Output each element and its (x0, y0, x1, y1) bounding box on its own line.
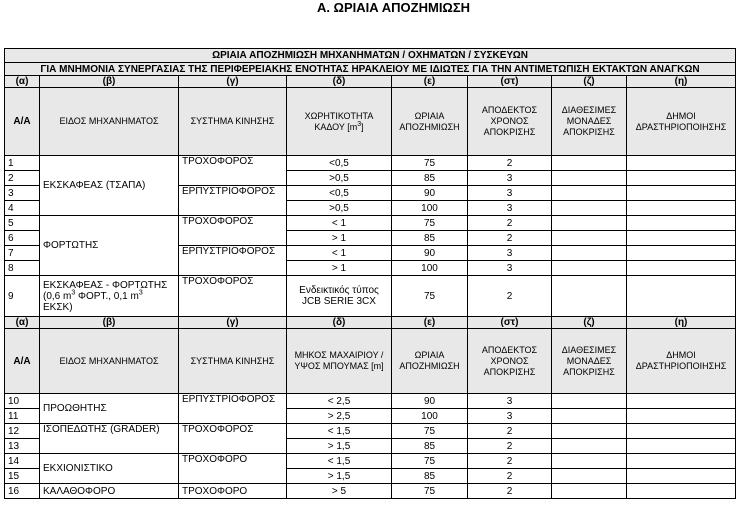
column-letters-row-2 (5, 317, 736, 329)
units-cell (552, 186, 627, 201)
backhoe-line-1: ΕΚΣΚΑΦΕΑΣ - ΦΟΡΤΩΤΗΣ (43, 279, 168, 291)
municipalities-cell (627, 276, 736, 317)
row-number: 11 (5, 409, 40, 424)
response-cell: 2 (468, 439, 552, 454)
units-cell (552, 469, 627, 484)
compensation-table (4, 48, 736, 499)
table-title-row-2 (5, 63, 736, 76)
length-cell: < 1,5 (287, 454, 392, 469)
header-aa: Α/Α (5, 88, 40, 156)
response-cell: 3 (468, 394, 552, 409)
capacity-cell: < 1 (287, 246, 392, 261)
rate-cell: 85 (392, 469, 468, 484)
row-number: 14 (5, 454, 40, 469)
machine-type-cell: ΚΑΛΑΘΟΦΟΡΟ (40, 484, 179, 499)
backhoe-sup-1: 3 (71, 289, 76, 297)
municipalities-cell (627, 231, 736, 246)
response-cell: 3 (468, 261, 552, 276)
municipalities-cell (627, 424, 736, 439)
units-cell (552, 454, 627, 469)
length-cell: < 1,5 (287, 424, 392, 439)
rate-cell: 90 (392, 394, 468, 409)
rate-cell: 100 (392, 261, 468, 276)
length-cell: < 2,5 (287, 394, 392, 409)
capacity-cell: <0,5 (287, 186, 392, 201)
column-letters-row (5, 76, 736, 88)
machine-type-cell: ΕΚΧΙΟΝΙΣΤΙΚΟ (40, 454, 179, 484)
header-hourly-compensation: ΩΡΙΑΙΑ ΑΠΟΖΗΜΙΩΣΗ (392, 88, 468, 156)
header-available-units: ΔΙΑΘΕΣΙΜΕΣ ΜΟΝΑΔΕΣ ΑΠΟΚΡΙΣΗΣ (552, 88, 627, 156)
table-title-row-1 (5, 49, 736, 63)
header-available-units: ΔΙΑΘΕΣΙΜΕΣ ΜΟΝΑΔΕΣ ΑΠΟΚΡΙΣΗΣ (552, 329, 627, 394)
table-row (5, 454, 736, 469)
header-bucket-capacity-text: ΧΩΡΗΤΙΚΟΤΗΤΑ ΚΑΔΟΥ [m (304, 110, 374, 132)
municipalities-cell (627, 261, 736, 276)
row-number: 2 (5, 171, 40, 186)
row-number: 6 (5, 231, 40, 246)
motion-system-cell: ΤΡΟΧΟΦΟΡΟΣ (179, 216, 287, 246)
response-cell: 2 (468, 276, 552, 317)
capacity-cell: >0,5 (287, 171, 392, 186)
municipalities-cell (627, 469, 736, 484)
header-motion-system: ΣΥΣΤΗΜΑ ΚΙΝΗΣΗΣ (179, 329, 287, 394)
rate-cell: 90 (392, 186, 468, 201)
col-letter-g: (ζ) (552, 317, 627, 329)
col-letter-g: (ζ) (552, 76, 627, 88)
header-machine-type: ΕΙΔΟΣ ΜΗΧΑΝΗΜΑΤΟΣ (40, 329, 179, 394)
units-cell (552, 439, 627, 454)
header-response-time: ΑΠΟΔΕΚΤΟΣ ΧΡΟΝΟΣ ΑΠΟΚΡΙΣΗΣ (468, 329, 552, 394)
table-row (5, 216, 736, 231)
rate-cell: 75 (392, 276, 468, 317)
table-row (5, 394, 736, 409)
col-letter-f: (στ) (468, 317, 552, 329)
col-letter-c: (γ) (179, 76, 287, 88)
response-cell: 2 (468, 216, 552, 231)
rate-cell: 85 (392, 439, 468, 454)
col-letter-a: (α) (5, 76, 40, 88)
table-row (5, 424, 736, 439)
table-row (5, 156, 736, 171)
col-letter-c: (γ) (179, 317, 287, 329)
rate-cell: 85 (392, 171, 468, 186)
header-machine-type: ΕΙΔΟΣ ΜΗΧΑΝΗΜΑΤΟΣ (40, 88, 179, 156)
capacity-cell: >0,5 (287, 201, 392, 216)
response-cell: 3 (468, 171, 552, 186)
length-cell: > 1,5 (287, 439, 392, 454)
rate-cell: 75 (392, 484, 468, 499)
machine-type-cell: ΠΡΟΩΘΗΤΗΣ (40, 394, 179, 424)
response-cell: 2 (468, 469, 552, 484)
motion-system-cell: ΕΡΠΥΣΤΡΙΟΦΟΡΟΣ (179, 246, 287, 276)
capacity-cell: > 1 (287, 231, 392, 246)
units-cell (552, 231, 627, 246)
municipalities-cell (627, 171, 736, 186)
municipalities-cell (627, 186, 736, 201)
capacity-cell: < 1 (287, 216, 392, 231)
header-municipalities: ΔΗΜΟΙ ΔΡΑΣΤΗΡΙΟΠΟΙΗΣΗΣ (627, 329, 736, 394)
machine-type-cell: ΕΚΣΚΑΦΕΑΣ (ΤΣΑΠΑ) (40, 156, 179, 216)
capacity-cell: > 1 (287, 261, 392, 276)
municipalities-cell (627, 394, 736, 409)
row-number: 3 (5, 186, 40, 201)
row-number: 1 (5, 156, 40, 171)
rate-cell: 90 (392, 246, 468, 261)
municipalities-cell (627, 246, 736, 261)
col-letter-a: (α) (5, 317, 40, 329)
backhoe-line-2a: (0,6 m (43, 290, 72, 302)
units-cell (552, 276, 627, 317)
units-cell (552, 424, 627, 439)
backhoe-line-2b: ΦΟΡΤ., 0,1 m (75, 290, 139, 302)
response-cell: 3 (468, 409, 552, 424)
header-row-group-2 (5, 329, 736, 394)
document-title-text: Α. ΩΡΙΑΙΑ ΑΠΟΖΗΜΙΩΣΗ (316, 0, 471, 15)
col-letter-e: (ε) (392, 317, 468, 329)
municipalities-cell (627, 409, 736, 424)
length-cell: > 2,5 (287, 409, 392, 424)
col-letter-b: (β) (40, 317, 179, 329)
response-cell: 2 (468, 454, 552, 469)
motion-system-cell: ΤΡΟΧΟΦΟΡΟ (179, 484, 287, 499)
backhoe-sup-2: 3 (138, 289, 143, 297)
response-cell: 2 (468, 156, 552, 171)
rate-cell: 100 (392, 201, 468, 216)
col-letter-e: (ε) (392, 76, 468, 88)
units-cell (552, 409, 627, 424)
municipalities-cell (627, 484, 736, 499)
response-cell: 2 (468, 231, 552, 246)
col-letter-h: (η) (627, 317, 736, 329)
units-cell (552, 484, 627, 499)
row-number: 16 (5, 484, 40, 499)
units-cell (552, 246, 627, 261)
motion-system-cell: ΤΡΟΧΟΦΟΡΟ (179, 454, 287, 484)
col-letter-d: (δ) (287, 76, 392, 88)
document-title (0, 0, 739, 16)
capacity-cell: <0,5 (287, 156, 392, 171)
backhoe-line-3: ΕΚΣΚ) (43, 301, 73, 313)
header-bucket-capacity-end: ] (361, 121, 364, 132)
units-cell (552, 201, 627, 216)
header-row-group-1 (5, 88, 736, 156)
rate-cell: 75 (392, 454, 468, 469)
header-motion-system: ΣΥΣΤΗΜΑ ΚΙΝΗΣΗΣ (179, 88, 287, 156)
units-cell (552, 216, 627, 231)
rate-cell: 75 (392, 424, 468, 439)
units-cell (552, 171, 627, 186)
units-cell (552, 261, 627, 276)
header-municipalities: ΔΗΜΟΙ ΔΡΑΣΤΗΡΙΟΠΟΙΗΣΗΣ (627, 88, 736, 156)
motion-system-cell: ΕΡΠΥΣΤΡΙΟΦΟΡΟΣ (179, 186, 287, 216)
machine-type-cell (40, 276, 179, 317)
units-cell (552, 156, 627, 171)
length-cell: > 1,5 (287, 469, 392, 484)
response-cell: 3 (468, 201, 552, 216)
table-row (5, 276, 736, 317)
header-response-time: ΑΠΟΔΕΚΤΟΣ ΧΡΟΝΟΣ ΑΠΟΚΡΙΣΗΣ (468, 88, 552, 156)
rate-cell: 85 (392, 231, 468, 246)
motion-system-cell: ΤΡΟΧΟΦΟΡΟΣ (179, 276, 287, 317)
response-cell: 2 (468, 484, 552, 499)
rate-cell: 75 (392, 216, 468, 231)
municipalities-cell (627, 454, 736, 469)
col-letter-b: (β) (40, 76, 179, 88)
motion-system-cell: ΤΡΟΧΟΦΟΡΟΣ (179, 424, 287, 454)
table-title-line-1: ΩΡΙΑΙΑ ΑΠΟΖΗΜΙΩΣΗ ΜΗΧΑΝΗΜΑΤΩΝ / ΟΧΗΜΑΤΩΝ / ΣΥΣΚΕΥΩΝ (5, 49, 736, 63)
header-bucket-capacity-sup: 3 (357, 120, 362, 128)
motion-system-cell: ΤΡΟΧΟΦΟΡΟΣ (179, 156, 287, 186)
machine-type-cell: ΙΣΟΠΕΔΩΤΗΣ (GRADER) (40, 424, 179, 454)
table-row (5, 484, 736, 499)
row-number: 12 (5, 424, 40, 439)
length-cell: > 5 (287, 484, 392, 499)
response-cell: 2 (468, 424, 552, 439)
capacity-cell: Ενδεικτικός τύπος JCB SERIE 3CX (287, 276, 392, 317)
row-number: 15 (5, 469, 40, 484)
row-number: 5 (5, 216, 40, 231)
col-letter-d: (δ) (287, 317, 392, 329)
row-number: 9 (5, 276, 40, 317)
header-blade-length: ΜΗΚΟΣ ΜΑΧΑΙΡΙΟΥ / ΥΨΟΣ ΜΠΟΥΜΑΣ [m] (287, 329, 392, 394)
col-letter-f: (στ) (468, 76, 552, 88)
motion-system-cell: ΕΡΠΥΣΤΡΙΟΦΟΡΟΣ (179, 394, 287, 424)
machine-type-cell: ΦΟΡΤΩΤΗΣ (40, 216, 179, 276)
header-hourly-compensation: ΩΡΙΑΙΑ ΑΠΟΖΗΜΙΩΣΗ (392, 329, 468, 394)
response-cell: 3 (468, 246, 552, 261)
rate-cell: 100 (392, 409, 468, 424)
response-cell: 3 (468, 186, 552, 201)
row-number: 10 (5, 394, 40, 409)
col-letter-h: (η) (627, 76, 736, 88)
row-number: 4 (5, 201, 40, 216)
header-aa: Α/Α (5, 329, 40, 394)
rate-cell: 75 (392, 156, 468, 171)
header-bucket-capacity (287, 88, 392, 156)
row-number: 8 (5, 261, 40, 276)
municipalities-cell (627, 439, 736, 454)
municipalities-cell (627, 156, 736, 171)
row-number: 7 (5, 246, 40, 261)
units-cell (552, 394, 627, 409)
municipalities-cell (627, 216, 736, 231)
table-title-line-2: ΓΙΑ ΜΝΗΜΟΝΙΑ ΣΥΝΕΡΓΑΣΙΑΣ ΤΗΣ ΠΕΡΙΦΕΡΕΙΑΚΗΣ ΕΝΟΤΗΤΑΣ ΗΡΑΚΛΕΙΟΥ ΜΕ ΙΔΙΩΤΕΣ ΓΙΑ ΤΗΝ ΑΝΤΙΜΕΤΩΠΙΣΗ ΕΚΤΑΚΤΩΝ ΑΝΑΓΚΩΝ (5, 63, 736, 76)
municipalities-cell (627, 201, 736, 216)
row-number: 13 (5, 439, 40, 454)
